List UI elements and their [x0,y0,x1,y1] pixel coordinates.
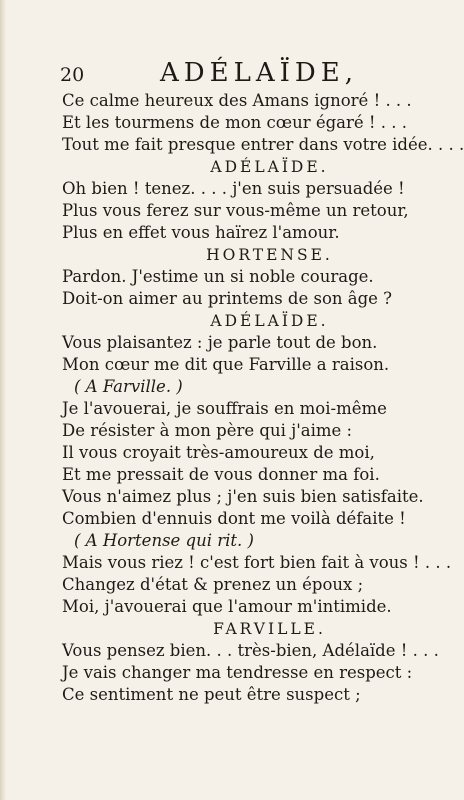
speaker-name: ADÉLAÏDE. [210,312,329,330]
verse-line: Mon cœur me dit que Farville a raison. [62,355,390,374]
verse-line: Vous pensez bien. . . très-bien, Adélaïde ! . . . [62,641,439,660]
stage-direction: ( A Farville. ) [74,377,183,396]
verse-line: Pardon. J'estime un si noble courage. [62,267,374,286]
verse-line: Tout me fait presque entrer dans votre idée. . . . [62,135,464,154]
verse-line: Je vais changer ma tendresse en respect : [62,663,413,682]
verse-line: Oh bien ! tenez. . . . j'en suis persuadée ! [62,179,405,198]
speaker-name: ADÉLAÏDE. [210,158,329,176]
verse-line: Et les tourmens de mon cœur égaré ! . . . [62,113,408,132]
speaker-name: FARVILLE. [213,620,326,638]
verse-line: Je l'avouerai, je souffrais en moi-même [62,399,387,418]
page-number: 20 [60,64,85,86]
verse-line: Moi, j'avouerai que l'amour m'intimide. [62,597,392,616]
running-title: ADÉLAÏDE, [160,58,359,88]
verse-line: Et me pressait de vous donner ma foi. [62,465,380,484]
verse-text [62,90,464,706]
speaker-name: HORTENSE. [206,246,333,264]
verse-line: Plus en effet vous haïrez l'amour. [62,223,340,242]
page-header [60,58,400,92]
verse-line: Il vous croyait très-amoureux de moi, [62,443,375,462]
verse-line: Ce calme heureux des Amans ignoré ! . . . [62,91,412,110]
verse-line: Changez d'état & prenez un époux ; [62,575,364,594]
verse-line: Ce sentiment ne peut être suspect ; [62,685,361,704]
page-edge-shadow [0,0,6,800]
verse-line: Combien d'ennuis dont me voilà défaite ! [62,509,406,528]
verse-line: De résister à mon père qui j'aime : [62,421,353,440]
verse-line: Plus vous ferez sur vous-même un retour, [62,201,409,220]
verse-line: Mais vous riez ! c'est fort bien fait à vous ! . . . [62,553,452,572]
stage-direction: ( A Hortense qui rit. ) [74,531,254,550]
verse-line: Vous plaisantez : je parle tout de bon. [62,333,378,352]
verse-line: Vous n'aimez plus ; j'en suis bien satisfaite. [62,487,424,506]
verse-line: Doit-on aimer au printems de son âge ? [62,289,393,308]
